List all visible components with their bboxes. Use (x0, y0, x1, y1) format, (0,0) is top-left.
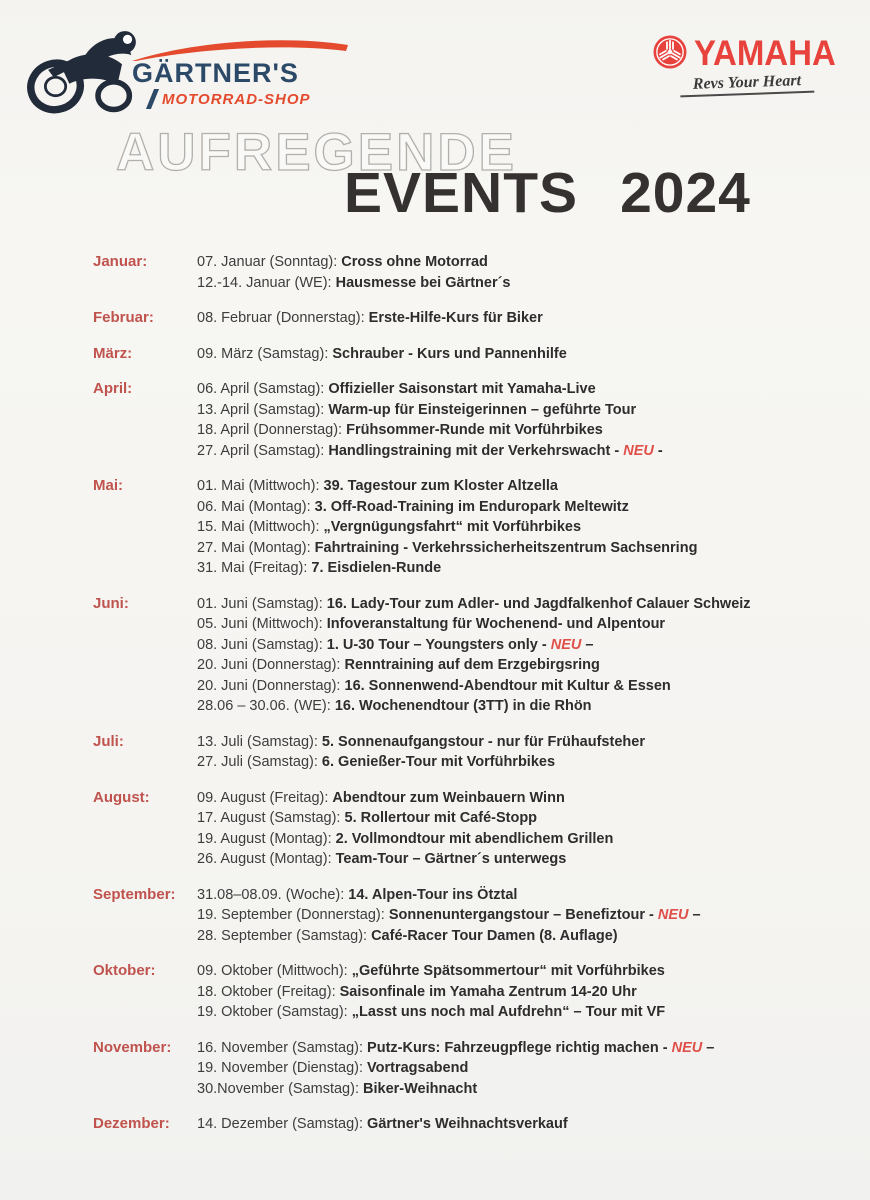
yamaha-tuning-fork-icon (652, 34, 688, 70)
event-date: 18. April (Donnerstag): (197, 422, 347, 438)
event-line (197, 849, 823, 870)
month-section (93, 252, 823, 293)
month-label: Juni: (93, 594, 129, 612)
event-title: Offizieller Saisonstart mit Yamaha-Live (328, 381, 596, 397)
month-events (197, 476, 823, 579)
event-neu (645, 907, 701, 923)
month-events (197, 344, 823, 365)
month-section (93, 732, 823, 773)
event-line (197, 696, 823, 717)
event-date: 12.-14. Januar (WE): (197, 274, 336, 291)
event-title: Frühsommer-Runde mit Vorführbikes (346, 422, 603, 438)
month-events (197, 308, 823, 329)
month-label: April: (93, 380, 133, 397)
event-title: 39. Tagestour zum Kloster Altzella (323, 478, 558, 494)
month-label: November: (93, 1038, 172, 1056)
event-neu-badge: NEU (550, 636, 582, 653)
yamaha-logo (652, 34, 838, 95)
event-title: Café-Racer Tour Damen (8. Auflage) (371, 927, 618, 944)
shop-subtitle: MOTORRAD-SHOP (162, 90, 311, 108)
month-label: Februar: (93, 309, 154, 326)
month-events (197, 961, 823, 1023)
shop-logo (26, 20, 350, 116)
month-section (93, 961, 823, 1023)
month-section (93, 1038, 823, 1100)
shop-logo-text (132, 38, 350, 109)
month-label: September: (93, 885, 176, 903)
event-title: Saisonfinale im Yamaha Zentrum 14-20 Uhr (339, 983, 637, 1000)
event-date: 27. Mai (Montag): (197, 539, 315, 556)
event-date: 14. Dezember (Samstag): (197, 1116, 368, 1132)
event-neu-badge: NEU (623, 442, 654, 459)
event-line (197, 752, 823, 773)
month-label: Dezember: (93, 1115, 170, 1132)
event-title: Renntraining auf dem Erzgebirgsring (344, 657, 600, 673)
month-label: Oktober: (93, 962, 156, 979)
event-line (197, 635, 823, 656)
event-line (197, 476, 823, 497)
event-date: 13. Juli (Samstag): (197, 733, 322, 750)
event-line (197, 538, 823, 559)
event-date: 19. November (Dienstag): (197, 1060, 368, 1076)
event-date: 15. Mai (Mittwoch): (197, 519, 324, 535)
event-date: 28.06 – 30.06. (WE): (197, 698, 335, 714)
event-title: „Geführte Spätsommertour“ mit Vorführbikes (351, 963, 665, 979)
event-date: 08. Februar (Donnerstag): (197, 310, 369, 326)
event-title: Vortragsabend (367, 1060, 469, 1076)
month-events (197, 885, 823, 947)
title-year: 2024 (620, 161, 751, 225)
event-line (197, 788, 823, 809)
month-section (93, 594, 823, 717)
event-line (197, 829, 823, 850)
event-line (197, 885, 823, 906)
event-title: 14. Alpen-Tour ins Ötztal (348, 886, 518, 903)
event-neu-badge: NEU (657, 907, 689, 923)
event-title: Fahrtraining - Verkehrssicherheitszentrum Sachsenring (314, 539, 698, 556)
event-line (197, 400, 823, 421)
event-line (197, 808, 823, 829)
month-label: März: (93, 344, 133, 362)
event-title: Biker-Weihnacht (363, 1080, 478, 1097)
month-section (93, 379, 823, 461)
event-date: 19. August (Montag): (197, 830, 336, 847)
month-events (197, 379, 823, 461)
event-date: 27. Juli (Samstag): (197, 754, 322, 770)
event-line (197, 344, 823, 365)
event-line (197, 982, 823, 1003)
event-neu-pre: - (658, 1039, 672, 1056)
event-line (197, 1038, 823, 1059)
event-date: 31.08–08.09. (Woche): (197, 886, 349, 903)
event-title: Putz-Kurs: Fahrzeugpflege richtig machen (367, 1039, 659, 1056)
event-line (197, 252, 823, 273)
shop-name: GÄRTNER'S (132, 58, 299, 88)
month-section (93, 476, 823, 579)
event-date: 09. August (Freitag): (197, 789, 333, 806)
event-title: Cross ohne Motorrad (341, 254, 488, 270)
month-events (197, 252, 823, 293)
event-neu-pre: - (645, 907, 658, 923)
month-section (93, 1114, 823, 1135)
event-date: 18. Oktober (Freitag): (197, 983, 340, 1000)
event-date: 09. Oktober (Mittwoch): (197, 963, 352, 979)
event-date: 31. Mai (Freitag): (197, 560, 312, 576)
event-line (197, 905, 823, 926)
event-title: Schrauber - Kurs und Pannenhilfe (332, 345, 567, 362)
month-events (197, 594, 823, 717)
event-title: 16. Sonnenwend-Abendtour mit Kultur & Essen (344, 677, 671, 694)
month-label: Juli: (93, 732, 124, 750)
event-neu-post: – (702, 1039, 715, 1056)
event-title: Hausmesse bei Gärtner´s (335, 274, 511, 291)
event-date: 09. März (Samstag): (197, 345, 333, 362)
event-title: „Lasst uns noch mal Aufdrehn“ – Tour mit VF (351, 1004, 666, 1020)
event-date: 26. August (Montag): (197, 851, 336, 867)
event-title: 1. U-30 Tour – Youngsters only (326, 636, 538, 653)
event-title: Infoveranstaltung für Wochenend- und Alpentour (326, 616, 666, 632)
month-label: Mai: (93, 477, 123, 494)
events-list (93, 252, 823, 1150)
event-date: 17. August (Samstag): (197, 810, 345, 826)
event-title: Warm-up für Einsteigerinnen – geführte Tour (328, 401, 637, 418)
event-date: 08. Juni (Samstag): (197, 636, 327, 653)
event-date: 19. Oktober (Samstag): (197, 1004, 352, 1020)
event-line (197, 732, 823, 753)
event-title: Gärtner's Weihnachtsverkauf (367, 1116, 568, 1132)
event-line (197, 558, 823, 579)
event-title: Abendtour zum Weinbauern Winn (332, 789, 565, 806)
event-line (197, 441, 823, 462)
event-line (197, 273, 823, 294)
event-date: 06. April (Samstag): (197, 381, 329, 397)
event-title: 16. Lady-Tour zum Adler- und Jagdfalkenhof Calauer Schweiz (326, 595, 751, 612)
page-title (344, 161, 751, 225)
month-section (93, 788, 823, 870)
month-section (93, 885, 823, 947)
event-line (197, 961, 823, 982)
event-title: 5. Sonnenaufgangstour - nur für Frühaufsteher (321, 733, 645, 750)
month-label: August: (93, 788, 150, 806)
event-neu-pre: - (537, 636, 551, 653)
event-neu (610, 443, 662, 459)
event-line (197, 1114, 823, 1135)
event-title: Handlingstraining mit der Verkehrswacht (328, 442, 611, 459)
month-section (93, 344, 823, 365)
event-date: 28. September (Samstag): (197, 927, 372, 944)
event-title: 6. Genießer-Tour mit Vorführbikes (321, 754, 556, 770)
motorcycle-rider-icon (26, 20, 146, 116)
event-line (197, 655, 823, 676)
event-neu-post: – (581, 636, 594, 653)
event-neu-badge: NEU (671, 1039, 703, 1056)
event-date: 01. Juni (Samstag): (197, 595, 327, 612)
event-line (197, 1002, 823, 1023)
event-title: „Vergnügungsfahrt“ mit Vorführbikes (323, 519, 582, 535)
event-title: Sonnenuntergangstour – Benefiztour (388, 907, 645, 923)
event-title: Team-Tour – Gärtner´s unterwegs (335, 851, 567, 867)
event-date: 20. Juni (Donnerstag): (197, 677, 345, 694)
event-neu (659, 1040, 715, 1056)
event-line (197, 594, 823, 615)
event-line (197, 614, 823, 635)
event-neu-post: – (688, 907, 701, 923)
month-events (197, 788, 823, 870)
title-outline: AUFREGENDE (116, 123, 518, 182)
event-line (197, 308, 823, 329)
event-line (197, 676, 823, 697)
event-title: Erste-Hilfe-Kurs für Biker (368, 310, 543, 326)
event-date: 30.November (Samstag): (197, 1080, 364, 1097)
event-line (197, 926, 823, 947)
event-neu-pre: - (610, 442, 624, 459)
yamaha-brand: YAMAHA (694, 32, 836, 72)
event-date: 16. November (Samstag): (197, 1039, 368, 1056)
month-label: Januar: (93, 253, 148, 270)
event-neu (538, 637, 594, 653)
month-events (197, 1114, 823, 1135)
event-date: 13. April (Samstag): (197, 401, 329, 418)
yamaha-tagline: Revs Your Heart (680, 72, 815, 98)
month-section (93, 308, 823, 329)
month-events (197, 1038, 823, 1100)
event-date: 19. September (Donnerstag): (197, 907, 389, 923)
event-date: 05. Juni (Mittwoch): (197, 616, 327, 632)
event-line (197, 517, 823, 538)
event-date: 01. Mai (Mittwoch): (197, 478, 324, 494)
event-neu-post: - (653, 442, 663, 459)
event-line (197, 1079, 823, 1100)
event-line (197, 1058, 823, 1079)
event-date: 20. Juni (Donnerstag): (197, 657, 345, 673)
event-title: 5. Rollertour mit Café-Stopp (344, 810, 538, 826)
event-line (197, 379, 823, 400)
event-title: 16. Wochenendtour (3TT) in die Rhön (334, 698, 592, 714)
slash-divider-icon (146, 89, 159, 109)
title-events: EVENTS (344, 161, 579, 225)
event-title: 2. Vollmondtour mit abendlichem Grillen (335, 830, 614, 847)
event-date: 06. Mai (Montag): (197, 498, 315, 515)
month-events (197, 732, 823, 773)
event-line (197, 497, 823, 518)
event-line (197, 420, 823, 441)
event-title: 3. Off-Road-Training im Enduropark Meltewitz (314, 498, 629, 515)
event-title: 7. Eisdielen-Runde (311, 560, 442, 576)
event-date: 07. Januar (Sonntag): (197, 254, 342, 270)
event-date: 27. April (Samstag): (197, 442, 329, 459)
